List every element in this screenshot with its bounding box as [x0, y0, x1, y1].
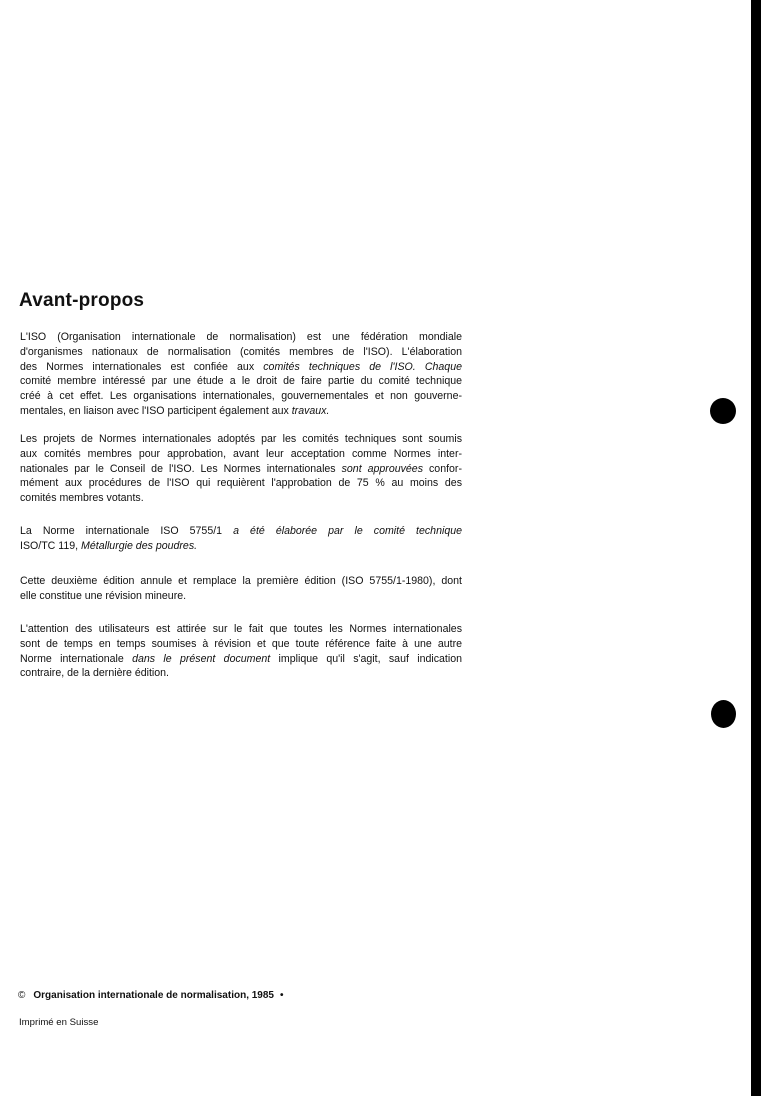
text-line: [20, 462, 462, 477]
text-run: créé à cet effet. Les organisations internationales, gouvernementales et non gouverne-: [20, 390, 462, 403]
text-run: contraire, de la dernière édition.: [20, 667, 169, 680]
page-title: Avant-propos: [19, 290, 145, 311]
text-line: [20, 360, 462, 375]
text-line: [20, 330, 462, 345]
text-run: des Normes internationales est confiée aux: [20, 360, 264, 373]
foreword-paragraph: [20, 330, 462, 419]
text-run: L'attention des utilisateurs est attirée sur le fait que toutes les Normes internationales: [20, 623, 462, 635]
copyright-symbol: ©: [18, 990, 26, 1001]
text-run: Cette deuxième édition annule et remplace la première édition (ISO 5755/1-1980), dont: [20, 575, 462, 587]
text-run: L'ISO (Organisation internationale de normalisation) est une fédération mondiale: [20, 331, 462, 343]
scan-edge-strip: [751, 0, 761, 1096]
text-run: implique qu'il s'agit, sauf indication: [270, 652, 463, 665]
text-run: mément aux procédures de l'ISO qui requièrent l'approbation de 75 % au moins des: [20, 477, 462, 490]
text-run: comité membre intéressé par une étude a le droit de faire partie du comité technique: [20, 375, 462, 388]
italic-text-run: dans le présent document: [132, 652, 271, 665]
foreword-paragraph: [20, 574, 462, 604]
text-line: [20, 389, 462, 404]
text-line: [20, 374, 462, 389]
text-run: comités membres votants.: [20, 492, 144, 505]
foreword-paragraph: [20, 432, 462, 506]
italic-text-run: Métallurgie des poudres.: [81, 539, 198, 552]
text-run: elle constitue une révision mineure.: [20, 589, 187, 602]
text-line: [20, 539, 462, 554]
copyright-notice: [18, 990, 284, 1001]
text-line: [20, 476, 462, 491]
text-run: mentales, en liaison avec l'ISO participent également aux: [20, 404, 292, 417]
bullet-icon: •: [280, 990, 284, 1001]
copyright-text: Organisation internationale de normalisation, 1985: [33, 990, 274, 1001]
punch-hole-mark: [710, 398, 736, 424]
printed-in-note: Imprimé en Suisse: [19, 1017, 99, 1028]
text-line: [20, 491, 462, 506]
text-line: [20, 622, 462, 637]
text-run: La Norme internationale ISO 5755/1: [20, 525, 234, 537]
text-run: d'organismes nationaux de normalisation (comités membres de l'ISO). L'élaboration: [20, 345, 462, 358]
text-run: Les projets de Normes internationales adoptés par les comités techniques sont soumis: [20, 433, 462, 445]
text-line: [20, 432, 462, 447]
foreword-paragraph: [20, 524, 462, 554]
italic-text-run: a été élaborée par le comité technique: [233, 525, 462, 537]
text-line: [20, 637, 462, 652]
text-run: sont de temps en temps soumises à révision et que toute référence faite à une autre: [20, 637, 462, 650]
text-run: confor-: [423, 462, 462, 475]
text-line: [20, 447, 462, 462]
text-run: Norme internationale: [20, 652, 133, 665]
text-line: [20, 404, 462, 419]
italic-text-run: comités techniques de l'ISO. Chaque: [263, 360, 462, 373]
text-run: nationales par le Conseil de l'ISO. Les Normes internationales: [20, 462, 342, 475]
text-run: aux comités membres pour approbation, avant leur acceptation comme Normes inter-: [20, 447, 462, 460]
text-line: [20, 652, 462, 667]
italic-text-run: sont approuvées: [341, 462, 423, 475]
text-line: [20, 574, 462, 589]
text-line: [20, 524, 462, 539]
text-line: [20, 666, 462, 681]
italic-text-run: travaux.: [291, 404, 330, 417]
text-run: ISO/TC 119,: [20, 539, 82, 552]
foreword-paragraph: [20, 622, 462, 681]
punch-hole-mark: [711, 700, 736, 728]
text-line: [20, 345, 462, 360]
text-line: [20, 589, 462, 604]
